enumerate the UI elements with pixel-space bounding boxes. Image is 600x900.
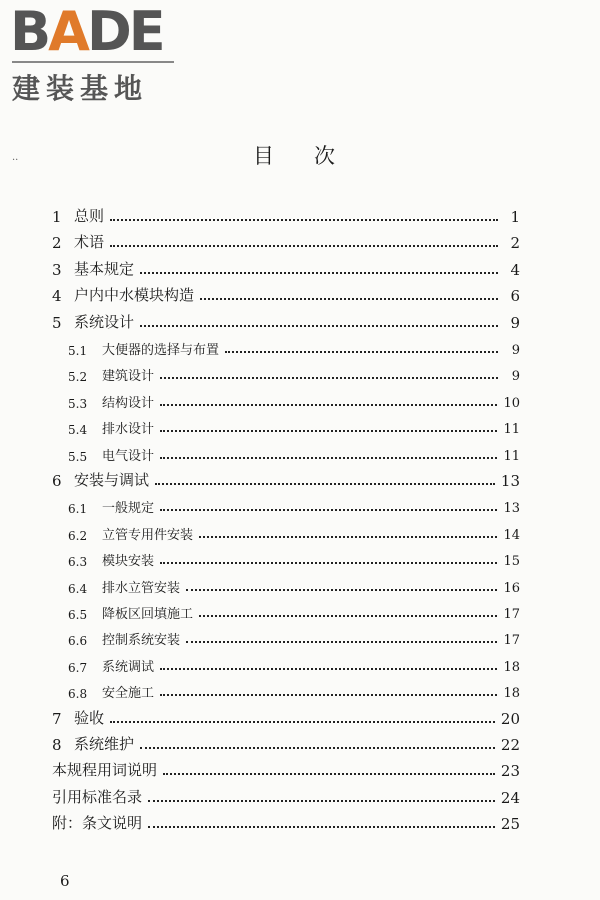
toc-entry [52, 574, 520, 596]
toc-entry-number: 6.7 [68, 660, 88, 675]
toc-entry-number: 6 [52, 472, 62, 490]
toc-entry-number: 6.4 [68, 581, 88, 596]
dot-leader [148, 800, 495, 802]
toc-entry-page: 16 [503, 580, 520, 596]
dot-leader [140, 325, 498, 327]
dot-leader [110, 219, 498, 221]
toc-entry [52, 679, 520, 701]
dot-leader [155, 483, 495, 485]
toc-entry-label: 验收 [74, 708, 105, 727]
toc-entry-number: 5.2 [68, 370, 88, 385]
toc-entry-label: 一般规定 [102, 501, 155, 517]
toc-entry-number: 7 [52, 709, 62, 728]
toc-entry-number: 2 [52, 234, 62, 253]
toc-entry [52, 653, 520, 675]
toc-entry-label: 总则 [74, 207, 105, 225]
dot-leader [160, 457, 497, 459]
toc-entry [52, 758, 520, 780]
toc-entry-page: 13 [500, 472, 520, 490]
toc-entry-number: 5.4 [68, 423, 88, 438]
dot-leader [225, 351, 498, 353]
toc-entry [52, 257, 520, 279]
dot-leader [186, 641, 497, 643]
toc-entry-page: 4 [510, 260, 520, 279]
toc-entry [52, 811, 520, 833]
toc-entry-page: 24 [500, 788, 520, 807]
dot-leader [140, 272, 498, 274]
toc-entry-number: 6.6 [68, 634, 88, 649]
toc-entry [52, 389, 520, 411]
dot-leader [148, 826, 495, 828]
toc-entry [52, 521, 520, 543]
toc-entry-label: 排水设计 [102, 422, 155, 438]
toc-entry-label: 电气设计 [102, 448, 155, 464]
toc-entry-label: 系统设计 [74, 312, 135, 331]
toc-entry-page: 11 [503, 422, 520, 438]
toc-entry [52, 600, 520, 622]
toc-entry-page: 17 [503, 633, 520, 649]
toc-entry [52, 415, 520, 437]
toc-entry [52, 204, 520, 226]
toc-entry-page: 9 [510, 313, 520, 332]
toc-entry-label: 安全施工 [102, 686, 155, 702]
toc-entry-label: 安装与调试 [74, 471, 150, 489]
page-title: 目次 [253, 144, 375, 168]
logo-wordmark: BADE [10, 0, 163, 63]
toc-entry-page: 11 [503, 448, 520, 464]
toc-entry-label: 系统维护 [74, 735, 135, 753]
dot-leader [110, 245, 498, 247]
toc-entry-label: 户内中水模块构造 [74, 286, 195, 305]
toc-entry-page: 13 [503, 501, 520, 517]
stray-mark: ·· [12, 155, 19, 166]
logo-subtitle: 建装基地 [12, 72, 149, 105]
toc-entry-label: 控制系统安装 [102, 633, 181, 649]
toc-entry-number: 6.5 [68, 608, 88, 622]
toc-entry-number: 5 [52, 313, 62, 332]
toc-entry-label: 系统调试 [102, 659, 155, 675]
dot-leader [160, 562, 497, 564]
dot-leader [199, 536, 497, 538]
toc-entry-page: 14 [503, 527, 520, 543]
dot-leader [199, 615, 497, 617]
toc-entry-number: 5.1 [68, 344, 88, 358]
toc-entry-label: 降板区回填施工 [102, 607, 194, 622]
toc-entry-page: 10 [503, 395, 520, 411]
toc-entry-label: 附：条文说明 [52, 814, 143, 833]
dot-leader [160, 377, 498, 379]
toc-entry-number: 8 [52, 736, 62, 754]
toc-entry-label: 建筑设计 [102, 369, 155, 385]
bade-logo [10, 0, 190, 107]
toc-entry-label: 本规程用词说明 [52, 761, 158, 780]
toc-entry-number: 6.8 [68, 687, 88, 702]
toc-entry-label: 立管专用件安装 [102, 527, 194, 543]
toc-entry [52, 494, 520, 516]
toc-entry [52, 310, 520, 332]
toc-entry-number: 1 [52, 208, 62, 226]
dot-leader [160, 404, 497, 406]
page-number: 6 [60, 872, 70, 890]
dot-leader [110, 721, 495, 723]
toc-entry [52, 732, 520, 754]
toc-entry [52, 230, 520, 252]
toc-entry-label: 基本规定 [74, 259, 135, 278]
toc-entry [52, 785, 520, 807]
dot-leader [140, 747, 495, 749]
toc-entry-page: 2 [510, 234, 520, 253]
toc-entry-number: 4 [52, 287, 62, 306]
dot-leader [186, 589, 497, 591]
toc-entry [52, 706, 520, 728]
toc-entry-page: 1 [510, 208, 520, 226]
dot-leader [160, 668, 497, 670]
toc-entry-page: 23 [500, 762, 520, 781]
dot-leader [160, 694, 497, 696]
toc-entry [52, 336, 520, 358]
toc-entry [52, 626, 520, 648]
toc-entry-label: 术语 [74, 233, 105, 252]
toc-entry-number: 5.3 [68, 396, 88, 411]
dot-leader [160, 430, 497, 432]
toc-entry-label: 引用标准名录 [52, 787, 143, 806]
dot-leader [163, 773, 495, 775]
toc-entry [52, 283, 520, 305]
toc-entry-page: 22 [500, 736, 520, 754]
toc-entry-label: 大便器的选择与布置 [102, 343, 220, 358]
toc-entry-page: 25 [500, 815, 520, 834]
toc-entry-label: 模块安装 [102, 554, 155, 570]
toc-entry [52, 362, 520, 384]
dot-leader [200, 298, 498, 300]
toc-entry-page: 9 [511, 343, 520, 358]
toc-entry-page: 6 [510, 287, 520, 306]
toc-entry [52, 442, 520, 464]
toc-entry-label: 排水立管安装 [102, 580, 181, 596]
toc-entry-label: 结构设计 [102, 395, 155, 411]
toc-entry-page: 18 [503, 659, 520, 675]
toc-entry-page: 20 [500, 709, 520, 728]
toc-entry-number: 6.3 [68, 555, 88, 570]
toc-entry-number: 3 [52, 260, 62, 279]
toc-entry-number: 5.5 [68, 449, 88, 464]
toc-entry-page: 17 [503, 607, 520, 622]
dot-leader [160, 509, 497, 511]
toc-entry-page: 9 [511, 369, 520, 385]
toc-entry-number: 6.2 [68, 528, 88, 543]
toc-entry-page: 15 [503, 554, 520, 570]
toc-entry [52, 547, 520, 569]
toc-entry [52, 468, 520, 490]
toc-entry-page: 18 [503, 686, 520, 702]
toc-entry-number: 6.1 [68, 502, 88, 517]
